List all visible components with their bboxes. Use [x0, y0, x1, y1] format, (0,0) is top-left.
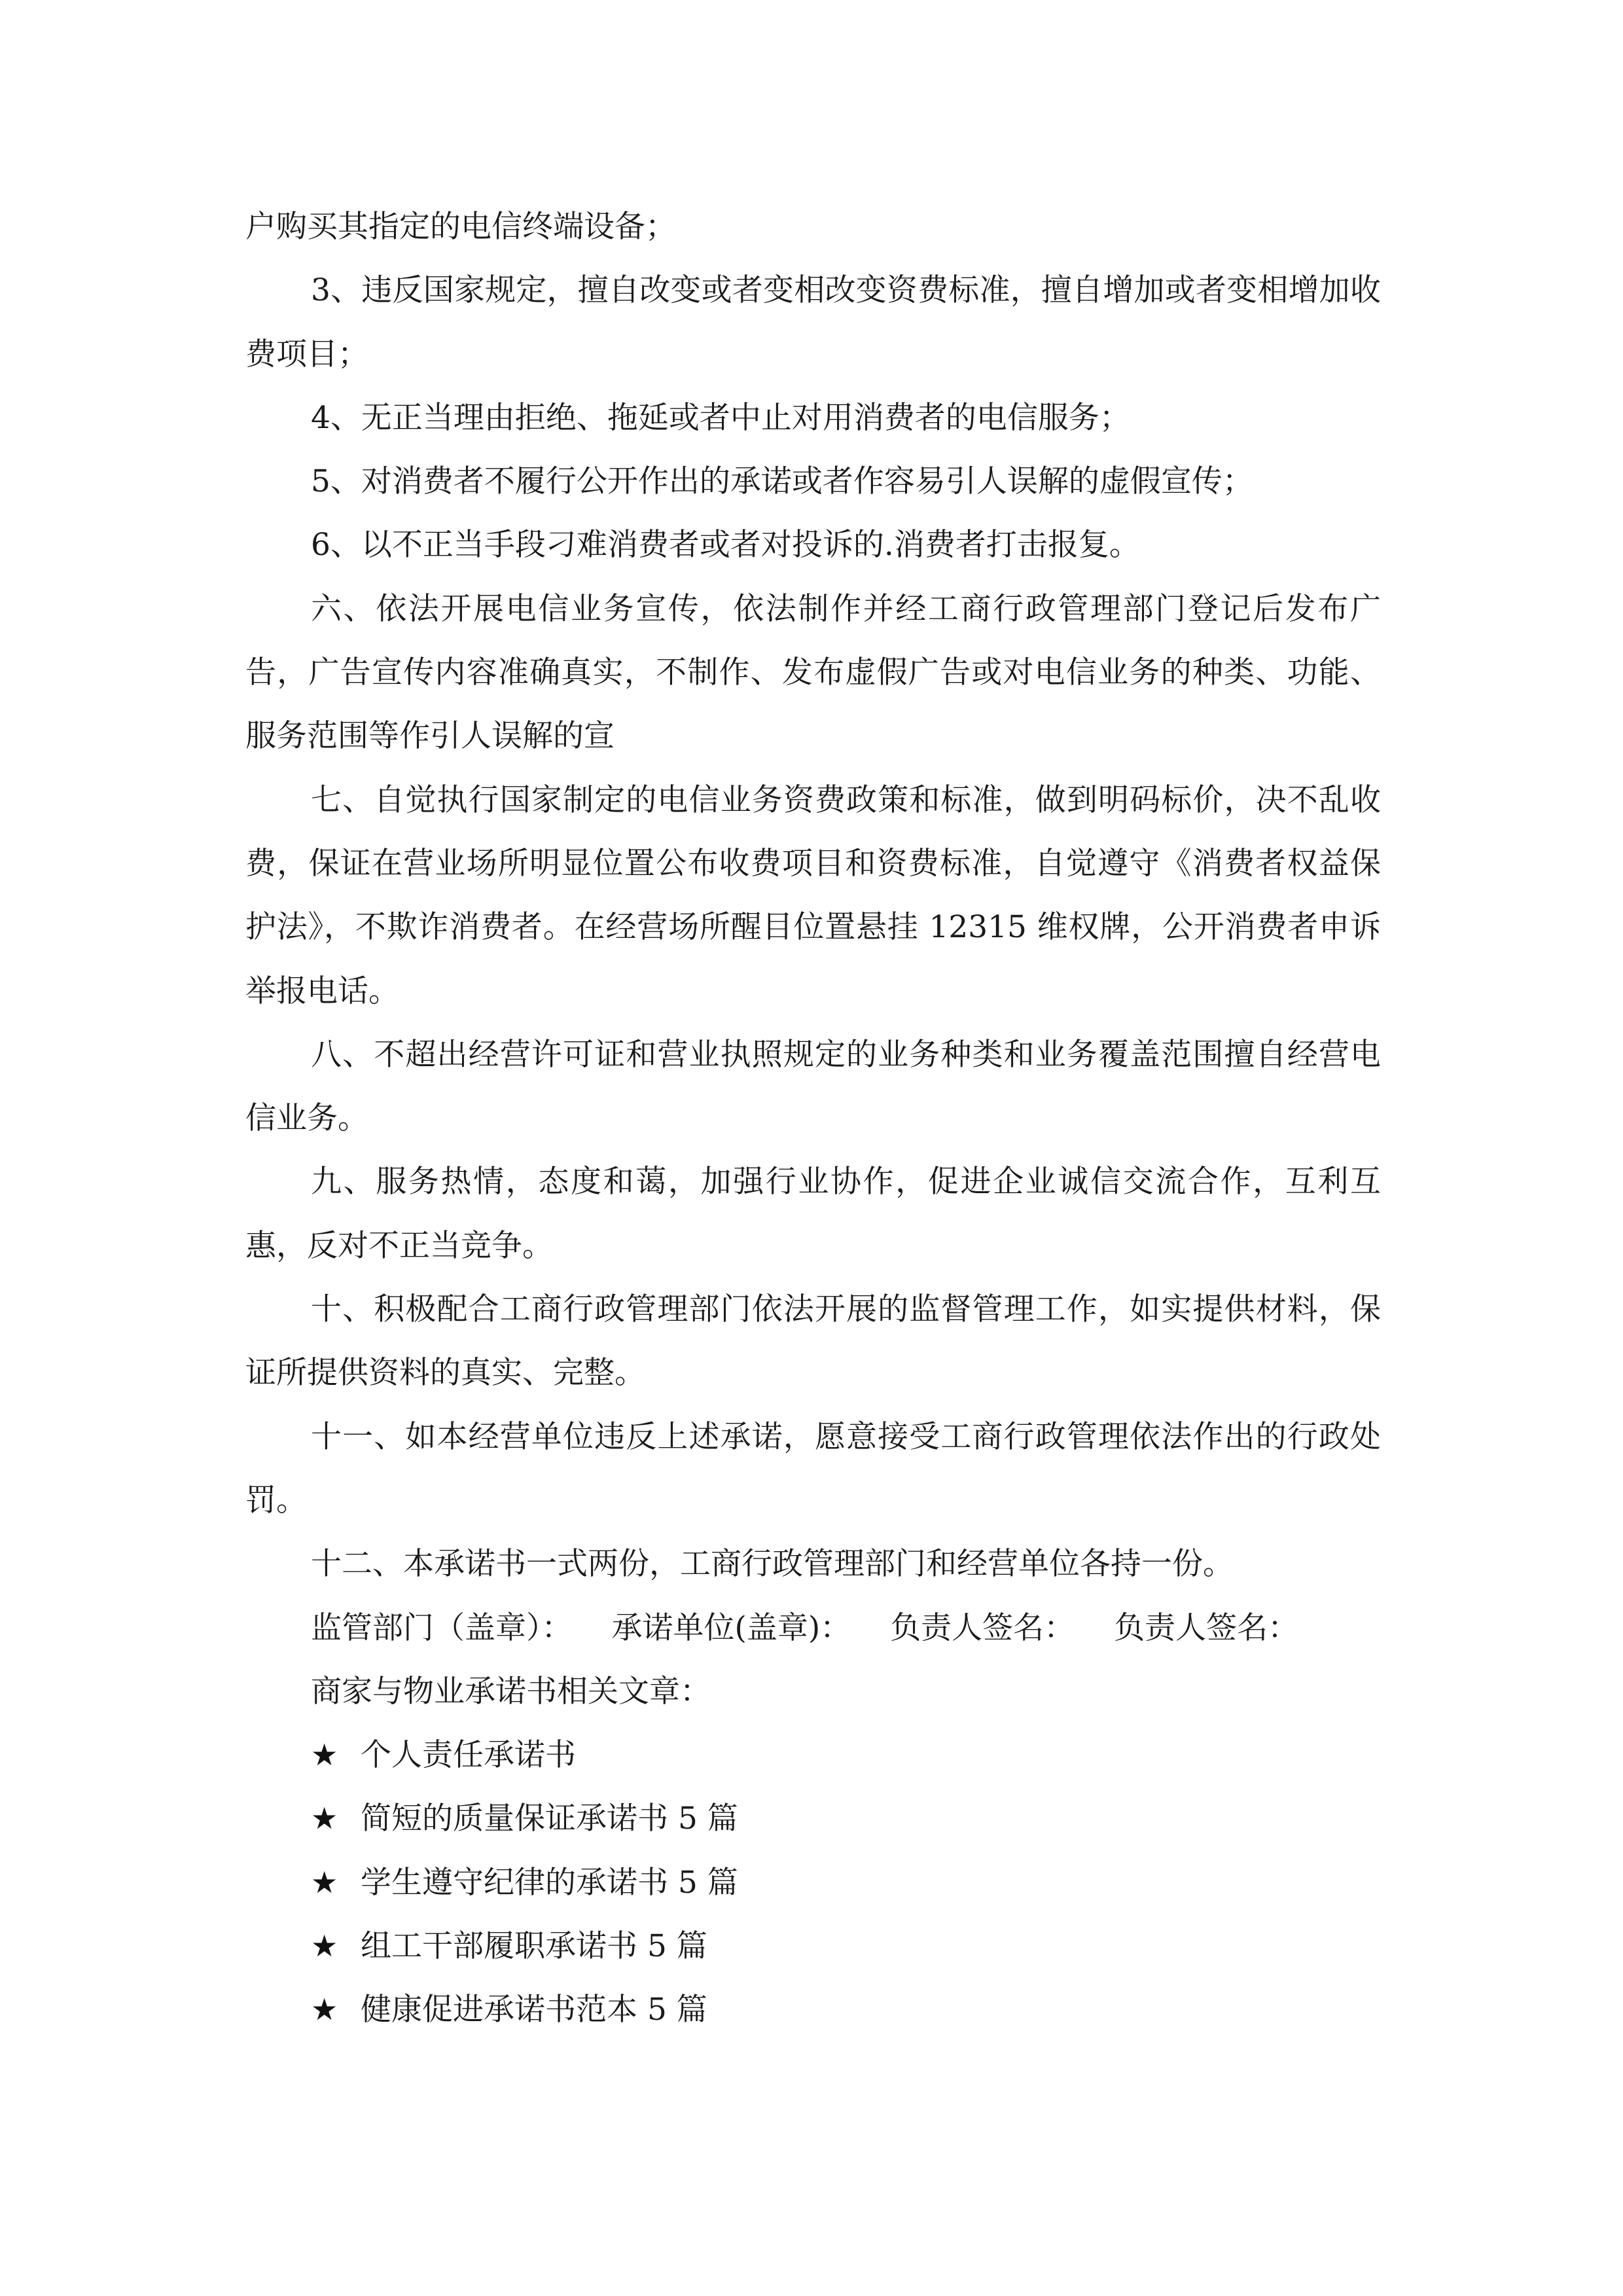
paragraph-section-10: 十、积极配合工商行政管理部门依法开展的监督管理工作，如实提供材料，保证所提供资料的真实、完整。 — [245, 1291, 1381, 1391]
star-icon: ★ — [311, 1928, 338, 1964]
related-article-item[interactable] — [245, 1914, 1381, 1978]
paragraph-section-12: 十二、本承诺书一式两份，工商行政管理部门和经营单位各持一份。 — [311, 1546, 1234, 1583]
paragraph-item-6: 6、以不正当手段刁难消费者或者对投诉的.消费者打击报复。 — [311, 527, 1140, 564]
related-articles-title: 商家与物业承诺书相关文章： — [311, 1673, 711, 1710]
signature-person-2: 负责人签名： — [1114, 1609, 1299, 1646]
related-article-item[interactable] — [245, 1978, 1381, 2041]
related-article-item[interactable] — [245, 1723, 1381, 1787]
star-icon: ★ — [311, 1992, 338, 2028]
signature-line — [245, 1596, 1381, 1660]
paragraph-section-9: 九、服务热情，态度和蔼，加强行业协作，促进企业诚信交流合作，互利互惠，反对不正当竞争。 — [245, 1164, 1381, 1264]
related-articles-list — [245, 1723, 1381, 2041]
signature-supervisor: 监管部门（盖章）： — [311, 1609, 573, 1646]
star-icon: ★ — [311, 1864, 338, 1900]
related-article-link[interactable]: 学生遵守纪律的承诺书 5 篇 — [361, 1864, 738, 1901]
paragraph-continuation: 户购买其指定的电信终端设备； — [245, 209, 676, 245]
paragraph-section-11: 十一、如本经营单位违反上述承诺，愿意接受工商行政管理依法作出的行政处罚。 — [245, 1418, 1381, 1518]
related-article-link[interactable]: 简短的质量保证承诺书 5 篇 — [361, 1801, 738, 1837]
star-icon: ★ — [311, 1737, 338, 1773]
paragraph-item-4: 4、无正当理由拒绝、拖延或者中止对用消费者的电信服务； — [311, 399, 1130, 436]
paragraph-section-7: 七、自觉执行国家制定的电信业务资费政策和标准，做到明码标价，决不乱收费，保证在营业场所明显位置公布收费项目和资费标准，自觉遵守《消费者权益保护法》，不欺诈消费者。在经营场所醒目位置悬挂 12315 维权牌，公开消费者申诉举报电话。 — [245, 781, 1381, 1009]
related-article-link[interactable]: 组工干部履职承诺书 5 篇 — [361, 1928, 707, 1965]
paragraph-item-5: 5、对消费者不履行公开作出的承诺或者作容易引人误解的虚假宣传； — [311, 463, 1253, 500]
related-article-item[interactable] — [245, 1787, 1381, 1850]
document-page — [245, 195, 1381, 2042]
signature-person-1: 负责人签名： — [890, 1609, 1075, 1646]
signature-unit: 承诺单位(盖章)： — [611, 1609, 851, 1646]
paragraph-section-6: 六、依法开展电信业务宣传，依法制作并经工商行政管理部门登记后发布广告，广告宣传内容准确真实，不制作、发布虚假广告或对电信业务的种类、功能、服务范围等作引人误解的宣 — [245, 590, 1381, 755]
related-article-item[interactable] — [245, 1851, 1381, 1914]
related-article-link[interactable]: 健康促进承诺书范本 5 篇 — [361, 1992, 707, 2028]
star-icon: ★ — [311, 1801, 338, 1837]
paragraph-item-3: 3、违反国家规定，擅自改变或者变相改变资费标准，擅自增加或者变相增加收费项目； — [245, 272, 1381, 372]
related-article-link[interactable]: 个人责任承诺书 — [361, 1737, 576, 1774]
paragraph-section-8: 八、不超出经营许可证和营业执照规定的业务种类和业务覆盖范围擅自经营电信业务。 — [245, 1036, 1381, 1137]
